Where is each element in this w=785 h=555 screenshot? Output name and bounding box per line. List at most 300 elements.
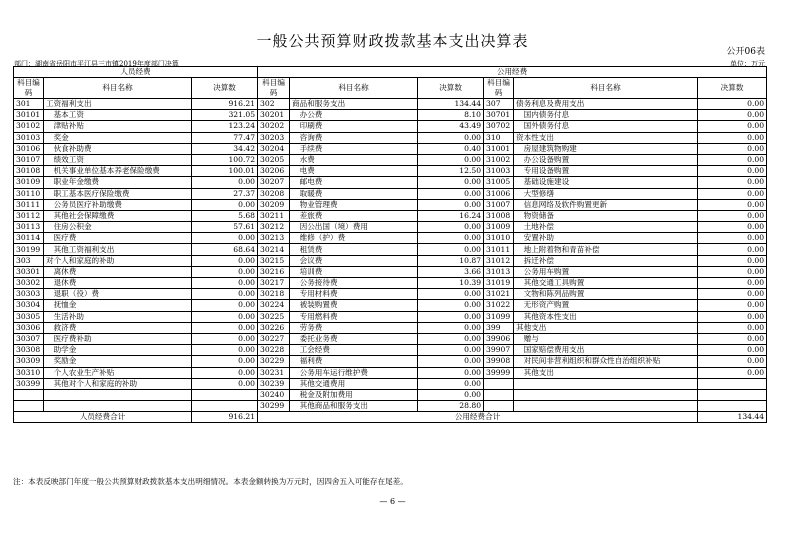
col-header-amount: 决算数 [192,78,258,99]
amount-cell: 0.00 [418,289,484,300]
code-cell: 31099 [484,311,514,322]
amount-cell: 0.00 [698,99,767,110]
name-cell: 医疗费 [44,233,192,244]
amount-cell: 0.00 [698,154,767,165]
code-cell: 30305 [14,311,44,322]
table-row [14,210,767,221]
code-cell: 30114 [14,233,44,244]
amount-cell: 8.10 [418,110,484,121]
amount-cell: 0.00 [698,356,767,367]
name-cell: 租赁费 [290,244,418,255]
code-cell: 30106 [14,143,44,154]
name-cell [514,401,698,412]
amount-cell: 0.00 [418,177,484,188]
amount-cell: 0.00 [698,188,767,199]
code-cell: 31002 [484,154,514,165]
code-cell: 39908 [484,356,514,367]
amount-cell: 34.42 [192,143,258,154]
code-cell: 30208 [258,188,290,199]
amount-cell: 0.00 [698,222,767,233]
name-cell: 公务用车运行维护费 [290,367,418,378]
amount-cell: 123.24 [192,121,258,132]
name-cell: 对民间非营利组织和群众性自治组织补贴 [514,356,698,367]
amount-cell: 0.00 [418,345,484,356]
amount-cell [698,378,767,389]
amount-cell: 0.00 [698,278,767,289]
table-row [14,132,767,143]
amount-cell: 100.01 [192,166,258,177]
name-cell: 基本工资 [44,110,192,121]
code-cell: 31001 [484,143,514,154]
amount-cell: 0.00 [192,289,258,300]
code-cell: 30212 [258,222,290,233]
code-cell: 399 [484,322,514,333]
personnel-total-label: 人员经费合计 [14,412,192,423]
amount-cell: 0.00 [698,143,767,154]
code-cell: 31019 [484,278,514,289]
col-header-code: 科目编码 [258,78,290,99]
code-cell: 31010 [484,233,514,244]
table-row [14,233,767,244]
name-cell: 大型修缮 [514,188,698,199]
name-cell: 地上附着物和青苗补偿 [514,244,698,255]
name-cell: 专用设备购置 [514,166,698,177]
name-cell: 差旅费 [290,210,418,221]
amount-cell [698,389,767,400]
amount-cell: 0.00 [192,199,258,210]
name-cell: 离休费 [44,266,192,277]
amount-cell: 0.00 [698,300,767,311]
table-row [14,99,767,110]
table-row [14,401,767,412]
amount-cell: 0.00 [192,300,258,311]
code-cell: 30113 [14,222,44,233]
amount-cell: 0.00 [192,255,258,266]
code-cell: 30199 [14,244,44,255]
code-cell: 30302 [14,278,44,289]
name-cell: 债务利息及费用支出 [514,99,698,110]
name-cell: 职业年金缴费 [44,177,192,188]
code-cell: 30206 [258,166,290,177]
name-cell: 被装购置费 [290,300,418,311]
code-cell: 30112 [14,210,44,221]
name-cell: 无形资产购置 [514,300,698,311]
unit-label: 单位：万元 [730,60,765,68]
amount-cell: 0.00 [418,222,484,233]
name-cell: 抚恤金 [44,300,192,311]
name-cell: 因公出国（境）费用 [290,222,418,233]
name-cell: 其他支出 [514,322,698,333]
col-header-code: 科目编码 [484,78,514,99]
name-cell: 国内债务付息 [514,110,698,121]
name-cell: 培训费 [290,266,418,277]
code-cell: 30399 [14,378,44,389]
amount-cell [698,401,767,412]
code-cell [484,378,514,389]
amount-cell: 0.00 [698,322,767,333]
code-cell: 30224 [258,300,290,311]
code-cell: 31003 [484,166,514,177]
amount-cell: 0.00 [192,177,258,188]
name-cell: 国家赔偿费用支出 [514,345,698,356]
name-cell: 津贴补贴 [44,121,192,132]
code-cell: 31021 [484,289,514,300]
table-row [14,188,767,199]
code-cell: 30214 [258,244,290,255]
name-cell: 维修（护）费 [290,233,418,244]
table-row [14,154,767,165]
name-cell: 住房公积金 [44,222,192,233]
amount-cell: 0.00 [698,199,767,210]
table-row [14,266,767,277]
code-cell: 30702 [484,121,514,132]
name-cell: 物资储备 [514,210,698,221]
code-cell: 30211 [258,210,290,221]
code-cell: 30103 [14,132,44,143]
name-cell: 办公设备购置 [514,154,698,165]
amount-cell: 0.00 [698,345,767,356]
table-row [14,311,767,322]
public-total-value: 134.44 [698,412,767,423]
code-cell: 31008 [484,210,514,221]
name-cell: 信息网络及软件购置更新 [514,199,698,210]
col-header-name: 科目名称 [290,78,418,99]
name-cell: 机关事业单位基本养老保险缴费 [44,166,192,177]
amount-cell: 3.66 [418,266,484,277]
table-row [14,322,767,333]
name-cell: 资本性支出 [514,132,698,143]
code-cell: 30205 [258,154,290,165]
amount-cell: 0.00 [698,266,767,277]
code-cell: 30225 [258,311,290,322]
code-cell: 31006 [484,188,514,199]
table-row [14,367,767,378]
table-row [14,110,767,121]
code-cell: 30226 [258,322,290,333]
name-cell: 其他资本性支出 [514,311,698,322]
amount-cell: 12.50 [418,166,484,177]
code-cell [484,401,514,412]
name-cell: 其他交通工具购置 [514,278,698,289]
code-cell: 302 [258,99,290,110]
code-cell [484,389,514,400]
amount-cell: 0.00 [418,367,484,378]
code-cell: 31022 [484,300,514,311]
amount-cell: 27.37 [192,188,258,199]
code-cell: 30215 [258,255,290,266]
amount-cell: 0.00 [192,356,258,367]
amount-cell: 0.00 [698,110,767,121]
col-header-code: 科目编码 [14,78,44,99]
group-header-public: 公用经费 [258,67,767,78]
code-cell: 30231 [258,367,290,378]
name-cell: 劳务费 [290,322,418,333]
amount-cell: 0.00 [418,188,484,199]
code-cell: 30201 [258,110,290,121]
amount-cell: 0.00 [418,132,484,143]
table-row [14,356,767,367]
amount-cell: 5.68 [192,210,258,221]
name-cell: 税金及附加费用 [290,389,418,400]
name-cell: 助学金 [44,345,192,356]
code-cell: 30304 [14,300,44,311]
code-cell: 39907 [484,345,514,356]
name-cell [44,389,192,400]
name-cell [514,378,698,389]
table-row [14,289,767,300]
name-cell: 公务员医疗补助缴费 [44,199,192,210]
name-cell: 文物和陈列品购置 [514,289,698,300]
footnote: 注：本表反映部门年度一般公共预算财政拨款基本支出明细情况。本表金额转换为万元时，因四舍五入可能存在尾差。 [13,477,408,486]
page-title: 一般公共预算财政拨款基本支出决算表 [256,32,529,50]
name-cell: 其他商品和服务支出 [290,401,418,412]
name-cell: 会议费 [290,255,418,266]
amount-cell: 28.80 [418,401,484,412]
amount-cell: 0.00 [192,311,258,322]
code-cell: 31009 [484,222,514,233]
personnel-total-value: 916.21 [192,412,258,423]
amount-cell: 321.05 [192,110,258,121]
group-header-personnel: 人员经费 [14,67,258,78]
code-cell: 31011 [484,244,514,255]
amount-cell: 0.00 [698,177,767,188]
name-cell: 拆迁补偿 [514,255,698,266]
amount-cell: 0.00 [192,233,258,244]
code-cell: 30307 [14,333,44,344]
code-cell: 31013 [484,266,514,277]
amount-cell: 0.00 [698,289,767,300]
table-row [14,121,767,132]
code-cell: 30108 [14,166,44,177]
code-cell: 30110 [14,188,44,199]
name-cell: 其他交通费用 [290,378,418,389]
amount-cell: 0.00 [698,166,767,177]
amount-cell: 0.00 [418,300,484,311]
name-cell: 退职（役）费 [44,289,192,300]
expenditure-table [13,66,767,423]
table-row [14,222,767,233]
col-header-amount: 决算数 [418,78,484,99]
code-cell: 30299 [258,401,290,412]
amount-cell: 0.40 [418,143,484,154]
name-cell: 安置补助 [514,233,698,244]
amount-cell: 0.00 [698,210,767,221]
col-header-name: 科目名称 [44,78,192,99]
code-cell: 30309 [14,356,44,367]
code-cell: 39906 [484,333,514,344]
table-row [14,143,767,154]
amount-cell: 0.00 [418,389,484,400]
name-cell: 其他社会保障缴费 [44,210,192,221]
amount-cell: 0.00 [418,199,484,210]
code-cell: 30239 [258,378,290,389]
amount-cell: 0.00 [418,154,484,165]
amount-cell: 10.39 [418,278,484,289]
name-cell: 其他支出 [514,367,698,378]
name-cell: 其他对个人和家庭的补助 [44,378,192,389]
code-cell: 30202 [258,121,290,132]
amount-cell: 16.24 [418,210,484,221]
name-cell: 手续费 [290,143,418,154]
code-cell: 30240 [258,389,290,400]
amount-cell: 0.00 [698,333,767,344]
name-cell: 对个人和家庭的补助 [44,255,192,266]
amount-cell: 0.00 [418,244,484,255]
table-row [14,389,767,400]
col-header-name: 科目名称 [514,78,698,99]
name-cell: 水费 [290,154,418,165]
name-cell: 商品和服务支出 [290,99,418,110]
code-cell: 30303 [14,289,44,300]
name-cell: 基础设施建设 [514,177,698,188]
amount-cell: 100.72 [192,154,258,165]
code-cell: 30217 [258,278,290,289]
name-cell: 个人农业生产补贴 [44,367,192,378]
amount-cell: 0.00 [698,132,767,143]
code-cell: 30701 [484,110,514,121]
code-cell: 39999 [484,367,514,378]
name-cell: 救济费 [44,322,192,333]
amount-cell: 0.00 [698,121,767,132]
name-cell: 生活补助 [44,311,192,322]
table-row [14,333,767,344]
table-row [14,166,767,177]
name-cell: 绩效工资 [44,154,192,165]
name-cell: 医疗费补助 [44,333,192,344]
name-cell: 赠与 [514,333,698,344]
name-cell: 专用燃料费 [290,311,418,322]
code-cell [14,401,44,412]
amount-cell: 0.00 [418,378,484,389]
table-row [14,378,767,389]
code-cell [14,389,44,400]
code-cell: 310 [484,132,514,143]
name-cell: 伙食补助费 [44,143,192,154]
name-cell [514,389,698,400]
amount-cell: 0.00 [418,356,484,367]
amount-cell: 0.00 [418,333,484,344]
public-total-label: 公用经费合计 [258,412,698,423]
amount-cell: 0.00 [698,255,767,266]
code-cell: 30101 [14,110,44,121]
amount-cell: 77.47 [192,132,258,143]
table-row [14,278,767,289]
amount-cell: 916.21 [192,99,258,110]
name-cell: 福利费 [290,356,418,367]
code-cell: 30209 [258,199,290,210]
amount-cell: 0.00 [698,233,767,244]
table-row [14,255,767,266]
code-cell: 30218 [258,289,290,300]
code-cell: 30111 [14,199,44,210]
code-cell: 30306 [14,322,44,333]
code-cell: 30102 [14,121,44,132]
code-cell: 30216 [258,266,290,277]
amount-cell: 0.00 [192,345,258,356]
department-label: 部门：湖南省岳阳市平江县三市镇2019年度部门决算 [14,60,179,68]
code-cell: 30310 [14,367,44,378]
code-cell: 30227 [258,333,290,344]
name-cell: 土地补偿 [514,222,698,233]
code-cell: 30107 [14,154,44,165]
name-cell: 工资福利支出 [44,99,192,110]
amount-cell: 0.00 [418,322,484,333]
amount-cell: 68.64 [192,244,258,255]
code-cell: 30308 [14,345,44,356]
name-cell: 工会经费 [290,345,418,356]
amount-cell: 0.00 [192,266,258,277]
code-cell: 30213 [258,233,290,244]
amount-cell: 0.00 [192,333,258,344]
code-cell: 30207 [258,177,290,188]
code-cell: 30109 [14,177,44,188]
code-cell: 30301 [14,266,44,277]
amount-cell: 0.00 [418,311,484,322]
name-cell: 公务用车购置 [514,266,698,277]
name-cell: 公务接待费 [290,278,418,289]
code-cell: 301 [14,99,44,110]
name-cell: 奖金 [44,132,192,143]
name-cell: 奖励金 [44,356,192,367]
code-cell: 31012 [484,255,514,266]
amount-cell: 0.00 [698,367,767,378]
name-cell: 专用材料费 [290,289,418,300]
name-cell: 取暖费 [290,188,418,199]
name-cell: 国外债务付息 [514,121,698,132]
code-cell: 31007 [484,199,514,210]
code-cell: 307 [484,99,514,110]
name-cell: 物业管理费 [290,199,418,210]
code-cell: 30229 [258,356,290,367]
amount-cell: 57.61 [192,222,258,233]
amount-cell: 0.00 [192,378,258,389]
amount-cell: 134.44 [418,99,484,110]
amount-cell: 0.00 [418,233,484,244]
name-cell: 其他工资福利支出 [44,244,192,255]
name-cell: 房屋建筑物购建 [514,143,698,154]
table-row [14,300,767,311]
amount-cell: 0.00 [698,244,767,255]
name-cell: 咨询费 [290,132,418,143]
code-cell: 303 [14,255,44,266]
table-row [14,244,767,255]
amount-cell [192,389,258,400]
code-cell: 30203 [258,132,290,143]
form-number: 公开06表 [726,47,765,57]
name-cell: 电费 [290,166,418,177]
amount-cell [192,401,258,412]
table-row [14,345,767,356]
code-cell: 31005 [484,177,514,188]
col-header-amount: 决算数 [698,78,767,99]
name-cell [44,401,192,412]
name-cell: 印刷费 [290,121,418,132]
name-cell: 职工基本医疗保险缴费 [44,188,192,199]
amount-cell: 0.00 [192,367,258,378]
amount-cell: 0.00 [192,322,258,333]
amount-cell: 10.87 [418,255,484,266]
name-cell: 退休费 [44,278,192,289]
amount-cell: 43.49 [418,121,484,132]
page-number: — 6 — [379,497,406,506]
name-cell: 委托业务费 [290,333,418,344]
name-cell: 邮电费 [290,177,418,188]
table-row [14,177,767,188]
name-cell: 办公费 [290,110,418,121]
code-cell: 30204 [258,143,290,154]
amount-cell: 0.00 [192,278,258,289]
amount-cell: 0.00 [698,311,767,322]
